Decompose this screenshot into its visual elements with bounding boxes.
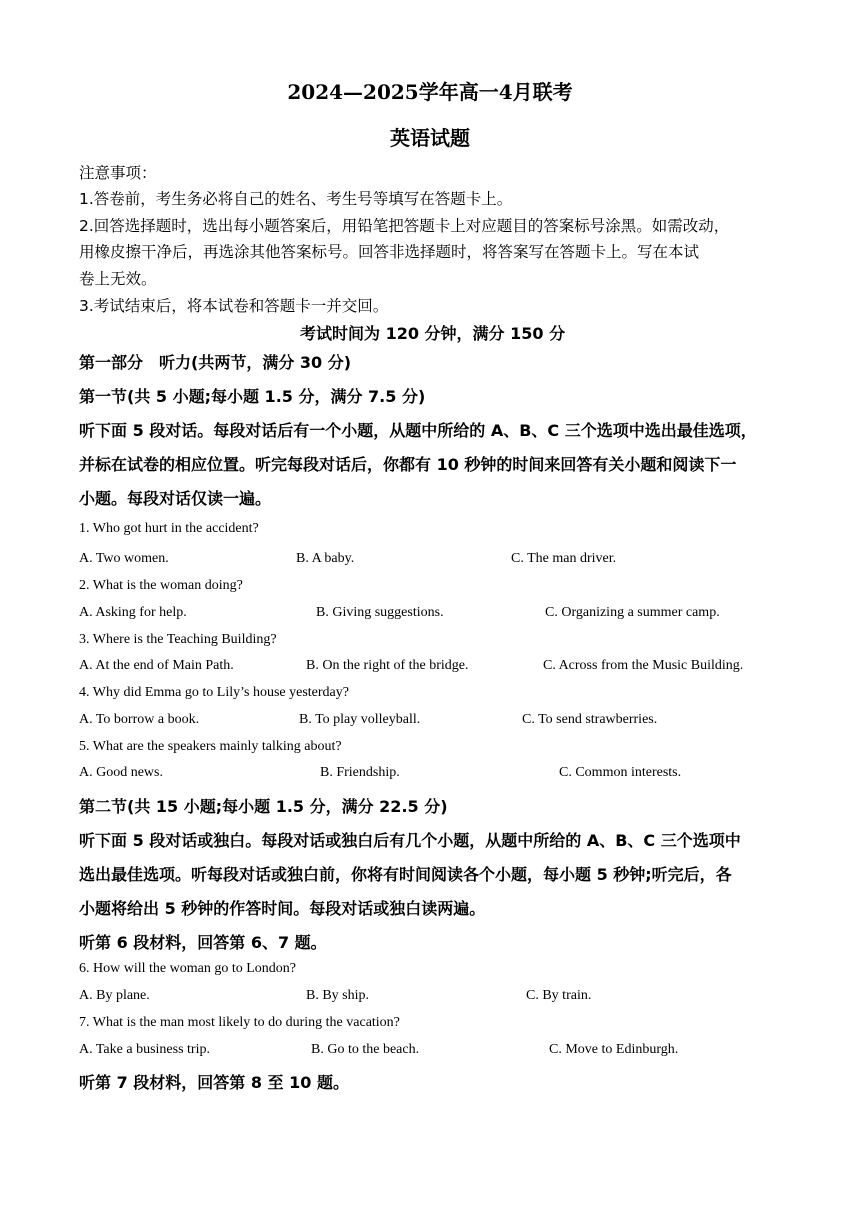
question-7-option-a[interactable]: A. Take a business trip. [79, 1042, 210, 1057]
section2-heading: 第二节(共 15 小题;每小题 1.5 分，满分 22.5 分) [79, 797, 448, 816]
question-1-option-a[interactable]: A. Two women. [79, 551, 169, 566]
question-4-option-a[interactable]: A. To borrow a book. [79, 712, 200, 727]
question-7-option-c[interactable]: C. Move to Edinburgh. [549, 1042, 679, 1057]
question-5-option-a[interactable]: A. Good news. [79, 765, 163, 780]
question-6-option-b[interactable]: B. By ship. [306, 988, 370, 1003]
question-3-option-c[interactable]: C. Across from the Music Building. [543, 658, 744, 673]
exam-subtitle: 英语试题 [390, 126, 470, 150]
material-6-heading: 听第 6 段材料，回答第 6、7 题。 [79, 933, 327, 952]
question-2: 2. What is the woman doing? [79, 578, 243, 593]
exam-time-info: 考试时间为 120 分钟，满分 150 分 [300, 324, 566, 343]
part1-heading: 第一部分 听力(共两节，满分 30 分) [79, 353, 352, 372]
question-4: 4. Why did Emma go to Lily’s house yesterday? [79, 685, 349, 700]
question-2-option-c[interactable]: C. Organizing a summer camp. [545, 605, 720, 620]
section1-instruction-line-3: 小题。每段对话仅读一遍。 [79, 489, 272, 508]
material-7-heading: 听第 7 段材料，回答第 8 至 10 题。 [79, 1073, 349, 1092]
exam-title: 2024—2025学年高一4月联考 [287, 80, 573, 104]
question-3-option-b[interactable]: B. On the right of the bridge. [306, 658, 469, 673]
question-1-option-c[interactable]: C. The man driver. [511, 551, 617, 566]
notice-item-3: 3.考试结束后，将本试卷和答题卡一并交回。 [79, 297, 389, 315]
question-2-option-a[interactable]: A. Asking for help. [79, 605, 187, 620]
notice-heading: 注意事项： [79, 164, 157, 182]
question-2-option-b[interactable]: B. Giving suggestions. [316, 605, 444, 620]
question-5: 5. What are the speakers mainly talking about? [79, 739, 342, 754]
section1-instruction-line-2: 并标在试卷的相应位置。听完每段对话后，你都有 10 秒钟的时间来回答有关小题和阅读下一 [79, 455, 737, 474]
section1-instruction-line-1: 听下面 5 段对话。每段对话后有一个小题，从题中所给的 A、B、C 三个选项中选出最佳选项， [79, 421, 757, 440]
section2-instruction-line-2: 选出最佳选项。听每段对话或独白前，你将有时间阅读各个小题，每小题 5 秒钟;听完后，各 [79, 865, 732, 884]
notice-item-1: 1.答卷前，考生务必将自己的姓名、考生号等填写在答题卡上。 [79, 190, 513, 208]
question-1: 1. Who got hurt in the accident? [79, 521, 259, 536]
notice-item-2-line-2: 用橡皮擦干净后，再选涂其他答案标号。回答非选择题时，将答案写在答题卡上。写在本试 [79, 243, 700, 261]
question-1-option-b[interactable]: B. A baby. [296, 551, 355, 566]
question-6-option-c[interactable]: C. By train. [526, 988, 592, 1003]
question-3-option-a[interactable]: A. At the end of Main Path. [79, 658, 234, 673]
question-5-option-b[interactable]: B. Friendship. [320, 765, 400, 780]
question-4-option-c[interactable]: C. To send strawberries. [522, 712, 658, 727]
question-4-option-b[interactable]: B. To play volleyball. [299, 712, 421, 727]
question-7: 7. What is the man most likely to do during the vacation? [79, 1015, 400, 1030]
question-6-option-a[interactable]: A. By plane. [79, 988, 150, 1003]
section1-heading: 第一节(共 5 小题;每小题 1.5 分，满分 7.5 分) [79, 387, 426, 406]
question-6: 6. How will the woman go to London? [79, 961, 296, 976]
section2-instruction-line-3: 小题将给出 5 秒钟的作答时间。每段对话或独白读两遍。 [79, 899, 486, 918]
question-3: 3. Where is the Teaching Building? [79, 632, 277, 647]
notice-item-2-line-3: 卷上无效。 [79, 270, 157, 288]
question-5-option-c[interactable]: C. Common interests. [559, 765, 682, 780]
question-7-option-b[interactable]: B. Go to the beach. [311, 1042, 420, 1057]
section2-instruction-line-1: 听下面 5 段对话或独白。每段对话或独白后有几个小题，从题中所给的 A、B、C 三个选项中 [79, 831, 741, 850]
notice-item-2-line-1: 2.回答选择题时，选出每小题答案后，用铅笔把答题卡上对应题目的答案标号涂黑。如需改动， [79, 217, 730, 235]
